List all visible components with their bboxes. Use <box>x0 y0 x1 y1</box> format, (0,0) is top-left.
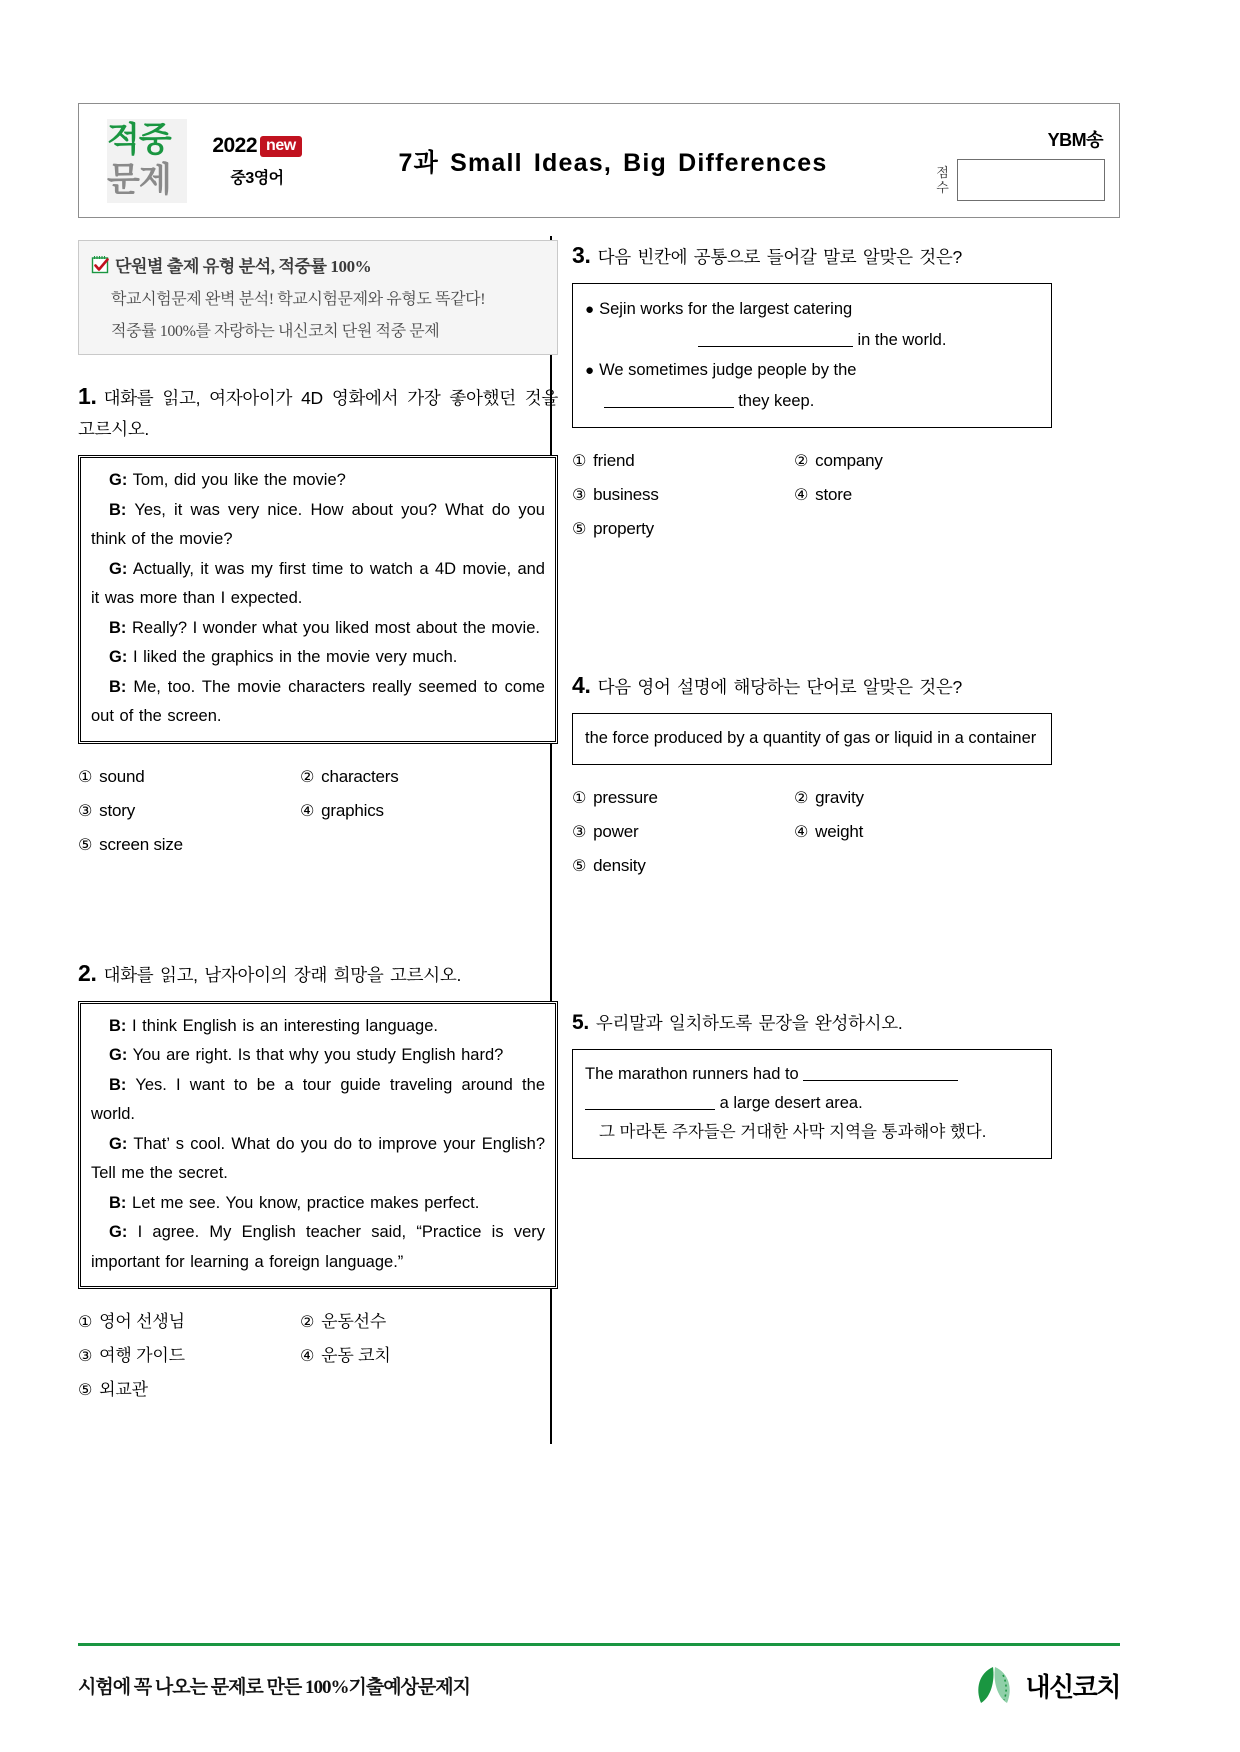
choice-option[interactable] <box>78 764 300 790</box>
question-5-stem <box>572 1007 1052 1039</box>
dialogue-text: Really? I wonder what you liked most about the movie. <box>132 618 540 637</box>
sentence-line-2 <box>585 1089 1039 1118</box>
choice-option[interactable] <box>78 1377 300 1403</box>
edition-year-row <box>197 134 317 158</box>
score-label-char2: 수 <box>936 180 948 195</box>
choice-number: ③ <box>572 485 587 504</box>
new-badge: new <box>260 136 302 157</box>
choice-option[interactable] <box>794 448 1034 474</box>
bullet-text-part2: they keep. <box>738 392 815 410</box>
question-3-choices <box>572 448 1052 542</box>
bullet-continuation <box>585 325 1039 355</box>
footer-divider <box>78 1643 1120 1646</box>
dialogue-text: Actually, it was my first time to watch a 4D movie, and it was more than I expected. <box>91 559 545 607</box>
dialogue-line <box>91 1071 545 1130</box>
dialogue-line <box>91 1189 545 1219</box>
speaker-label: G: <box>109 471 128 489</box>
brand-name: 내신코치 <box>1025 1672 1120 1703</box>
question-2-choices <box>78 1309 558 1403</box>
answer-blank[interactable] <box>698 330 853 347</box>
question-5-text: 우리말과 일치하도록 문장을 완성하시오. <box>595 1013 903 1033</box>
question-4 <box>572 670 1052 879</box>
notepad-check-icon <box>91 255 110 274</box>
choice-row <box>78 798 558 824</box>
footer-tagline: 시험에 꼭 나오는 문제로 만든 100%기출예상문제지 <box>78 1676 470 1698</box>
choice-option[interactable] <box>300 1343 540 1369</box>
dialogue-text: Yes, it was very nice. How about you? What do you think of the movie? <box>91 500 545 548</box>
dialogue-line <box>91 466 545 496</box>
question-2-stem <box>78 958 558 991</box>
choice-label: screen size <box>99 834 183 854</box>
choice-option[interactable] <box>300 798 540 824</box>
choice-option[interactable] <box>78 1309 300 1335</box>
choice-number: ④ <box>794 822 809 841</box>
page-header <box>78 103 1120 218</box>
sentence-part1: The marathon runners had to <box>585 1065 799 1083</box>
page-footer <box>78 1655 1120 1715</box>
bullet-text-part1: Sejin works for the largest catering <box>599 300 853 318</box>
choice-number: ⑤ <box>572 856 587 875</box>
choice-row <box>572 516 1052 542</box>
question-1-text: 대화를 읽고, 여자아이가 4D 영화에서 가장 좋아했던 것을 고르시오. <box>78 388 558 439</box>
choice-option[interactable] <box>572 819 794 845</box>
spacer <box>572 550 1052 670</box>
choice-label: characters <box>321 766 399 786</box>
info-banner <box>78 240 558 355</box>
choice-row <box>78 1377 558 1403</box>
definition-text: the force produced by a quantity of gas or liquid in a container <box>585 729 1037 747</box>
choice-label: story <box>99 800 135 820</box>
choice-option[interactable] <box>794 819 1034 845</box>
choice-number: ③ <box>572 822 587 841</box>
question-5 <box>572 1007 1052 1159</box>
spacer <box>572 887 1052 1007</box>
dialogue-line <box>91 1012 545 1042</box>
question-1-stem <box>78 381 558 445</box>
choice-label: pressure <box>593 788 658 807</box>
bullet-text-part1: We sometimes judge people by the <box>599 361 857 379</box>
choice-row <box>572 482 1052 508</box>
dialogue-line <box>91 614 545 644</box>
choice-label: power <box>593 822 639 841</box>
question-4-choices <box>572 785 1052 879</box>
choice-row <box>572 819 1052 845</box>
dialogue-text: I think English is an interesting language. <box>132 1016 438 1035</box>
dialogue-text: You are right. Is that why you study English hard? <box>132 1046 504 1064</box>
choice-number: ① <box>78 1312 93 1331</box>
question-4-number: 4. <box>572 672 591 698</box>
choice-option[interactable] <box>572 785 794 811</box>
grade-subject: 중3영어 <box>230 169 284 187</box>
answer-blank[interactable] <box>585 1093 715 1110</box>
dialogue-text: That’ s cool. What do you do to improve your English? Tell me the secret. <box>91 1134 546 1182</box>
brand-logo <box>79 104 197 217</box>
speaker-label: B: <box>109 1016 127 1035</box>
question-4-text: 다음 영어 설명에 해당하는 단어로 알맞은 것은? <box>597 677 962 697</box>
info-banner-title-row <box>91 252 543 277</box>
dialogue-line <box>91 1130 545 1189</box>
jeokjung-logo-image <box>107 119 187 203</box>
choice-row <box>78 1343 558 1369</box>
dialogue-line <box>91 643 545 673</box>
choice-number: ② <box>300 766 315 786</box>
choice-row <box>78 1309 558 1335</box>
choice-row <box>572 853 1052 879</box>
question-3-text: 다음 빈칸에 공통으로 들어갈 말로 알맞은 것은? <box>597 247 962 267</box>
info-banner-line2: 적중률 100%를 자랑하는 내신코치 단원 적중 문제 <box>111 323 440 340</box>
question-3-number: 3. <box>572 242 591 268</box>
choice-number: ⑤ <box>78 1380 93 1399</box>
choice-label: store <box>815 485 852 504</box>
question-2 <box>78 958 558 1404</box>
question-5-answer-box <box>572 1049 1052 1159</box>
page-title: 7과 Small Ideas, Big Differences <box>398 148 828 177</box>
speaker-label: B: <box>109 1075 127 1094</box>
dialogue-text: I liked the graphics in the movie very much. <box>132 648 458 666</box>
right-column <box>572 240 1052 1165</box>
choice-label: 영어 선생님 <box>99 1312 185 1331</box>
dialogue-line <box>91 496 545 555</box>
edition-block <box>197 134 317 188</box>
choice-option[interactable] <box>572 448 794 474</box>
choice-number: ④ <box>300 1346 315 1365</box>
choice-number: ④ <box>300 800 315 820</box>
choice-option[interactable] <box>300 764 540 790</box>
bullet-dot: ● <box>585 362 595 379</box>
left-column <box>78 240 558 1411</box>
choice-number: ② <box>300 1312 315 1331</box>
choice-label: weight <box>815 822 864 841</box>
bullet-dot: ● <box>585 301 595 318</box>
choice-option[interactable] <box>78 1343 300 1369</box>
bullet-text-part2: in the world. <box>857 331 947 349</box>
choice-row <box>572 448 1052 474</box>
leaf-logo-icon <box>971 1663 1019 1707</box>
choice-number: ⑤ <box>78 834 93 854</box>
choice-option[interactable] <box>572 853 794 879</box>
score-input-box[interactable] <box>957 159 1105 201</box>
question-1-number: 1. <box>78 383 97 409</box>
spacer <box>78 866 558 958</box>
bullet-continuation <box>585 386 1039 416</box>
dialogue-text: Me, too. The movie characters really seemed to come out of the screen. <box>91 677 545 725</box>
choice-label: business <box>593 485 659 504</box>
choice-option[interactable] <box>572 516 794 542</box>
choice-label: sound <box>99 766 145 786</box>
bullet-item <box>585 294 1039 325</box>
speaker-label: G: <box>109 1223 128 1241</box>
dialogue-line <box>91 673 545 732</box>
choice-number: ① <box>572 451 587 470</box>
choice-label: 운동 코치 <box>321 1346 391 1365</box>
choice-number: ② <box>794 788 809 807</box>
answer-blank[interactable] <box>803 1064 958 1081</box>
korean-translation: 그 마라톤 주자들은 거대한 사막 지역을 통과해야 했다. <box>599 1123 987 1141</box>
speaker-label: G: <box>109 1134 128 1153</box>
choice-label: company <box>815 451 883 470</box>
question-2-dialogue-box <box>78 1001 558 1290</box>
choice-label: 운동선수 <box>321 1312 387 1331</box>
question-2-text: 대화를 읽고, 남자아이의 장래 희망을 고르시오. <box>103 964 462 985</box>
dialogue-line <box>91 1041 545 1071</box>
dialogue-text: Let me see. You know, practice makes perfect. <box>132 1193 480 1212</box>
info-banner-title: 단원별 출제 유형 분석, 적중률 100% <box>115 257 372 276</box>
speaker-label: B: <box>109 677 127 696</box>
choice-option[interactable] <box>794 482 1034 508</box>
score-field-group <box>933 159 1105 201</box>
choice-option[interactable] <box>572 482 794 508</box>
dialogue-text: I agree. My English teacher said, “Practice is very important for learning a foreign language.” <box>91 1223 545 1271</box>
question-2-number: 2. <box>78 959 97 986</box>
edition-year: 2022 <box>212 133 258 157</box>
header-right <box>889 104 1119 217</box>
choice-number: ② <box>794 451 809 470</box>
choice-number: ④ <box>794 485 809 504</box>
speaker-label: G: <box>109 559 128 578</box>
choice-number: ⑤ <box>572 519 587 538</box>
score-label <box>933 165 951 195</box>
choice-label: graphics <box>321 800 384 820</box>
choice-label: gravity <box>815 788 864 807</box>
choice-option[interactable] <box>78 798 300 824</box>
choice-label: 외교관 <box>99 1380 148 1399</box>
dialogue-text: Tom, did you like the movie? <box>132 471 346 489</box>
speaker-label: G: <box>109 648 128 666</box>
choice-row <box>78 764 558 790</box>
sentence-part2: a large desert area. <box>719 1094 863 1112</box>
dialogue-line <box>91 1218 545 1277</box>
publisher-label: YBM송 <box>1047 130 1103 150</box>
logo-text-line2: 문제 <box>107 159 171 200</box>
speaker-label: B: <box>109 1193 127 1212</box>
choice-option[interactable] <box>794 785 1034 811</box>
choice-option[interactable] <box>78 832 300 858</box>
speaker-label: G: <box>109 1046 128 1064</box>
choice-number: ③ <box>78 1346 93 1365</box>
choice-number: ① <box>572 788 587 807</box>
footer-brand <box>971 1663 1120 1707</box>
speaker-label: B: <box>109 618 127 637</box>
choice-label: property <box>593 519 654 538</box>
choice-row <box>78 832 558 858</box>
choice-number: ① <box>78 766 93 786</box>
choice-label: 여행 가이드 <box>99 1346 185 1365</box>
speaker-label: B: <box>109 500 127 519</box>
score-label-char1: 점 <box>936 165 948 180</box>
info-banner-line1: 학교시험문제 완벽 분석! 학교시험문제와 유형도 똑같다! <box>111 291 486 308</box>
question-1 <box>78 381 558 858</box>
dialogue-text: Yes. I want to be a tour guide traveling around the world. <box>91 1075 545 1123</box>
logo-text-line1: 적중 <box>107 119 171 160</box>
answer-blank[interactable] <box>604 391 734 408</box>
question-1-choices <box>78 764 558 858</box>
bullet-item <box>585 355 1039 386</box>
question-3-content-box <box>572 283 1052 428</box>
choice-label: friend <box>593 451 635 470</box>
question-3 <box>572 240 1052 542</box>
dialogue-line <box>91 555 545 614</box>
question-1-dialogue-box <box>78 455 558 744</box>
question-4-stem <box>572 670 1052 703</box>
question-3-stem <box>572 240 1052 273</box>
choice-number: ③ <box>78 800 93 820</box>
choice-label: density <box>593 856 646 875</box>
choice-option[interactable] <box>300 1309 540 1335</box>
sentence-line-1 <box>585 1060 1039 1089</box>
question-5-number: 5. <box>572 1011 589 1034</box>
choice-row <box>572 785 1052 811</box>
question-4-definition-box <box>572 713 1052 765</box>
